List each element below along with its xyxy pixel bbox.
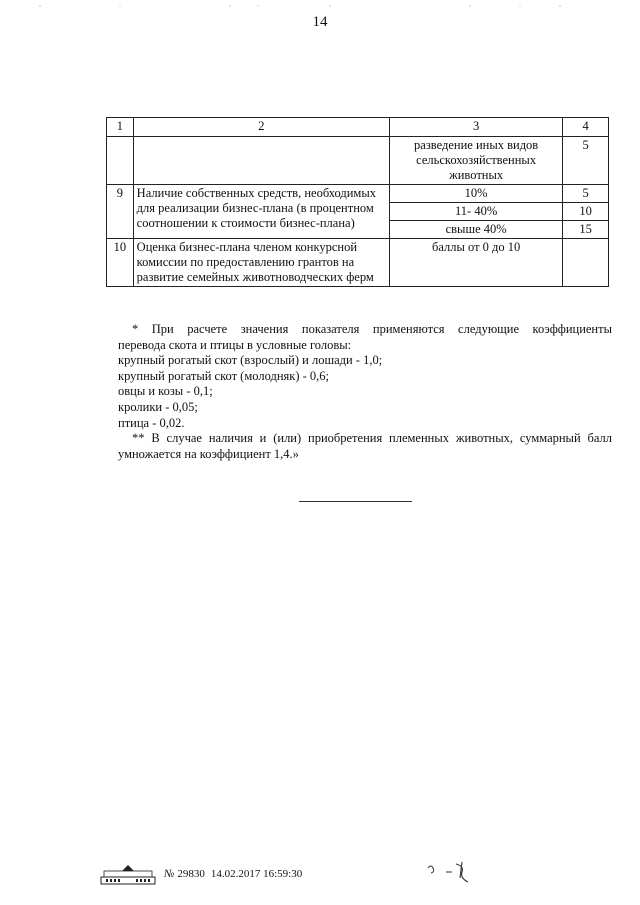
- value-cell: баллы от 0 до 10: [390, 239, 563, 287]
- criterion-cell: Оценка бизнес-плана членом конкурсной комиссии по предоставлению грантов на развитие семейных животноводческих ферм: [133, 239, 389, 287]
- header-cell: 1: [107, 118, 134, 137]
- table-row: [107, 185, 609, 203]
- footnote-star-line: * При расчете значения показателя применяются следующие коэффициенты: [132, 322, 612, 336]
- table-row: [107, 137, 609, 185]
- coefficient-item: крупный рогатый скот (молодняк) - 0,6;: [118, 368, 330, 383]
- row-number-cell: [107, 137, 134, 185]
- registration-label: №: [164, 868, 175, 880]
- header-cell: 4: [563, 118, 609, 137]
- footnote-star-line: перевода скота и птицы в условные головы:: [118, 337, 352, 352]
- handwritten-signature-icon: [424, 858, 476, 884]
- coefficient-item: овцы и козы - 0,1;: [118, 384, 213, 399]
- footnote-double-star-line: умножается на коэффициент 1,4.»: [118, 446, 299, 461]
- row-number-cell: 9: [107, 185, 134, 239]
- registration-timestamp: 14.02.2017 16:59:30: [210, 868, 303, 880]
- score-cell: 5: [563, 137, 609, 185]
- value-cell: 11- 40%: [390, 203, 563, 221]
- footnotes: [118, 322, 612, 462]
- header-cell: 2: [133, 118, 389, 137]
- coefficient-item: кролики - 0,05;: [118, 399, 198, 414]
- separator-line: [299, 501, 412, 502]
- value-cell: разведение иных видов сельскохозяйственных животных: [390, 137, 563, 185]
- criterion-cell: Наличие собственных средств, необходимых для реализации бизнес-плана (в процентном соотношении к стоимости бизнес-плана): [133, 185, 389, 239]
- table-header-row: [107, 118, 609, 137]
- value-cell: 10%: [390, 185, 563, 203]
- score-cell: [563, 239, 609, 287]
- score-cell: 5: [563, 185, 609, 203]
- score-cell: 10: [563, 203, 609, 221]
- row-number-cell: 10: [107, 239, 134, 287]
- header-cell: 3: [390, 118, 563, 137]
- coefficient-item: крупный рогатый скот (взрослый) и лошади - 1,0;: [118, 353, 383, 368]
- building-emblem-icon: [100, 863, 156, 885]
- criterion-cell: [133, 137, 389, 185]
- registration-footer: [100, 862, 302, 886]
- page-number: 14: [312, 14, 328, 30]
- scan-artifacts: [0, 0, 640, 12]
- score-cell: 15: [563, 221, 609, 239]
- criteria-table: [106, 117, 609, 287]
- footnote-double-star-line: ** В случае наличия и (или) приобретения племенных животных, суммарный балл: [132, 431, 612, 446]
- coefficient-item: птица - 0,02.: [118, 415, 185, 430]
- value-cell: свыше 40%: [390, 221, 563, 239]
- table-row: [107, 239, 609, 287]
- registration-number: 29830: [177, 868, 205, 880]
